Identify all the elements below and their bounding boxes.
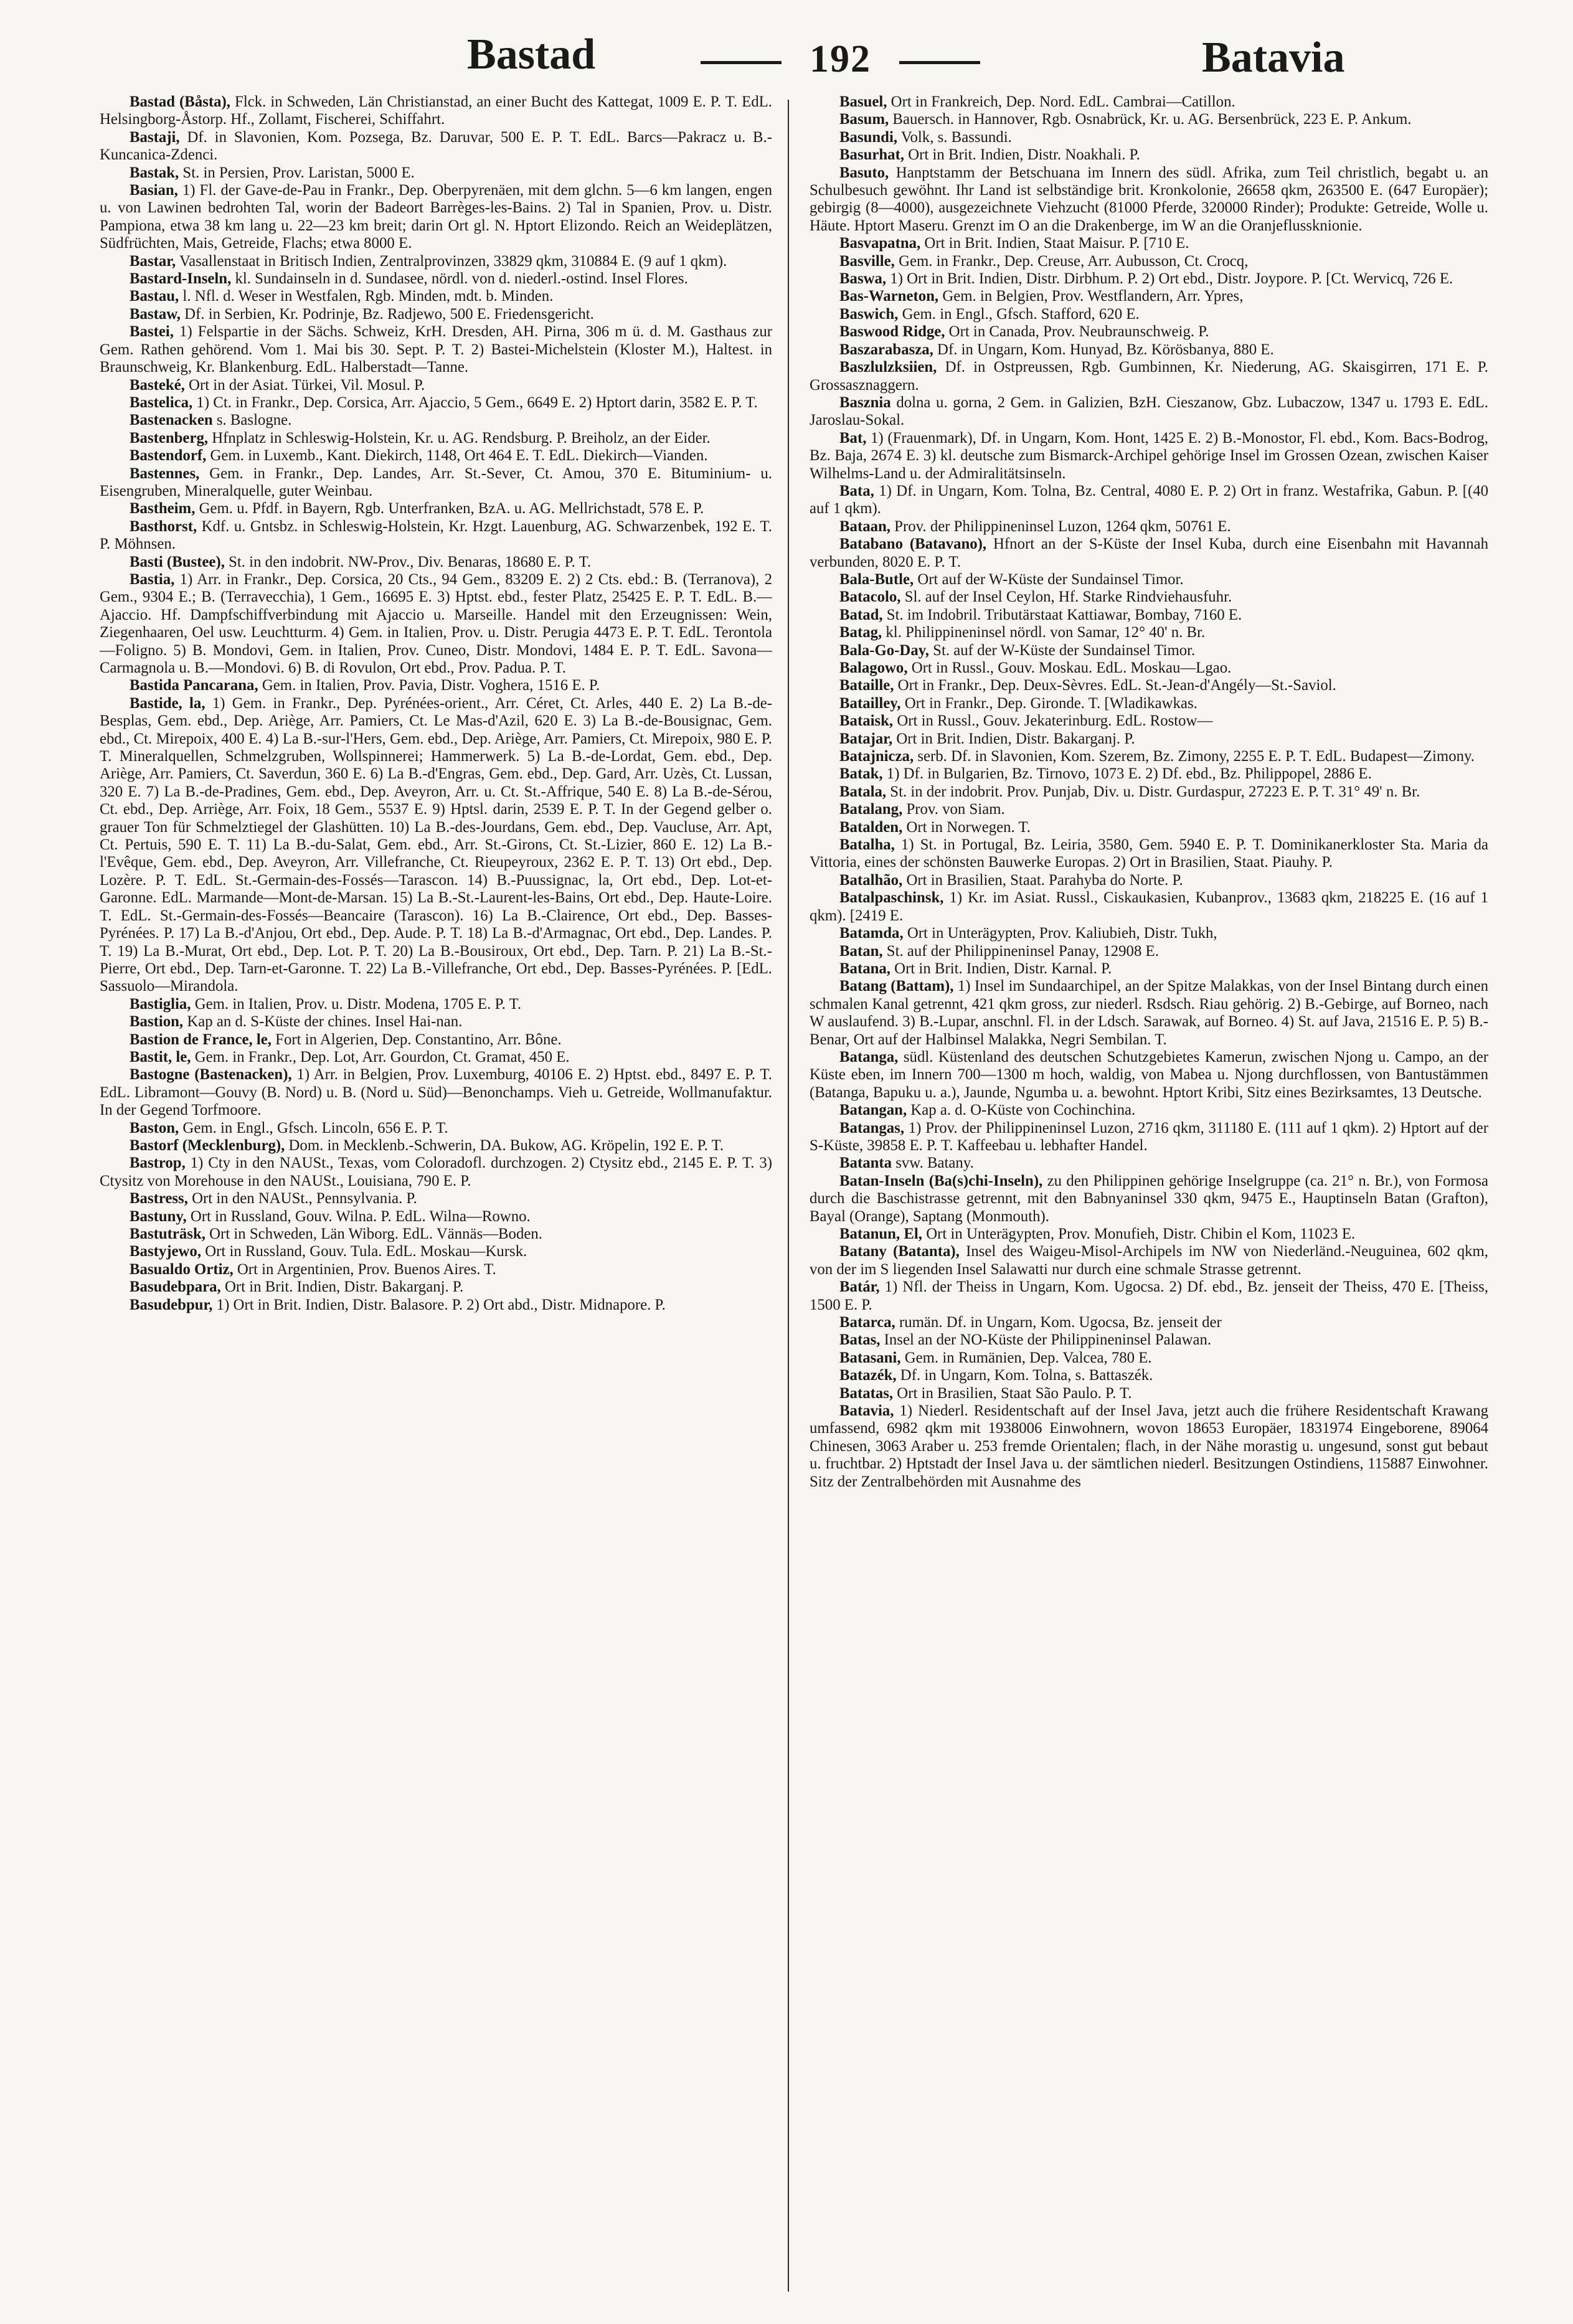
entry-text: Gem. in Frankr., Dep. Landes, Arr. St.-Sever, Ct. Amou, 370 E. Bituminium- u. Eisengruben, Mineralquelle, guter Weinbau. (100, 465, 772, 499)
dictionary-entry (810, 642, 1488, 659)
entry-headword: Batarca, (839, 1314, 895, 1331)
left-column (100, 93, 772, 2298)
entry-text: 1) Niederl. Residentschaft auf der Insel Java, jetzt auch die frühere Residentschaft Krawang umfassend, 6982 qkm mit 1938006 Einwohnern, wovon 18653 Europäer, 1831974 Eingeborene, 89064 Chinesen, 3063 Araber u. 253 fremde Orientalen; flach, in der Nähe morastig u. ungesund, sonst gut bebaut u. fruchtbar. 2) Hptstadt der Insel Java u. der sämtlichen niederl. Besitzungen Ostindiens, 115887 Einwohner. Sitz der Zentralbehörden mit Ausnahme des (810, 1402, 1488, 1490)
dictionary-entry (100, 518, 772, 554)
dictionary-entry (810, 659, 1488, 677)
entry-text: Gem. in Italien, Prov. u. Distr. Modena, 1705 E. P. T. (191, 995, 522, 1013)
entry-text: 1) Arr. in Belgien, Prov. Luxemburg, 40106 E. 2) Hptst. ebd., 8497 E. P. T. EdL. Libramont—Gouvy (B. Nord) u. B. (Nord u. Süd)—Benonchamps. Vieh u. Getreide, Wollmanufaktur. In der Gegend Torfmoore. (100, 1066, 772, 1119)
entry-headword: Batang (Battam), (839, 978, 954, 995)
entry-headword: Bastau, (130, 288, 179, 305)
entry-headword: Batabano (Batavano), (839, 536, 987, 553)
dictionary-entry (100, 323, 772, 376)
entry-headword: Bastenberg, (130, 429, 209, 446)
entry-headword: Bat, (839, 429, 867, 446)
entry-text: St. in der indobrit. Prov. Punjab, Div. u. Distr. Gurdaspur, 27223 E. P. T. 31° 49' n. Br. (886, 783, 1420, 800)
dictionary-entry (100, 1297, 772, 1314)
dictionary-entry (810, 836, 1488, 872)
entry-text: Ort in Brit. Indien, Distr. Bakarganj. P. (892, 730, 1135, 747)
entry-headword: Batan-Inseln (Ba(s)chi-Inseln), (839, 1172, 1043, 1189)
dictionary-entry (100, 1226, 772, 1243)
entry-text: Ort in Norwegen. T. (902, 818, 1031, 836)
entry-text: kl. Sundainseln in d. Sundasee, nördl. von d. niederl.-ostind. Insel Flores. (231, 270, 688, 288)
entry-text: Df. in Ungarn, Kom. Hunyad, Bz. Körösbanya, 880 E. (933, 341, 1274, 358)
entry-headword: Basudebpur, (130, 1296, 213, 1313)
entry-headword: Batanga, (839, 1048, 899, 1065)
entry-text: Prov. der Philippineninsel Luzon, 1264 qkm, 50761 E. (890, 517, 1231, 535)
dictionary-entry (100, 430, 772, 447)
right-column (810, 93, 1488, 2298)
entry-text: Ort in Russland, Gouv. Tula. EdL. Moskau—Kursk. (201, 1243, 527, 1260)
entry-headword: Batalpaschinsk, (839, 889, 944, 907)
entry-text: St. auf der Philippineninsel Panay, 12908 E. (882, 942, 1159, 960)
entry-text: Gem. in Italien, Prov. Pavia, Distr. Voghera, 1516 E. P. (258, 677, 600, 694)
dictionary-entry (100, 465, 772, 501)
entry-text: Kdf. u. Gntsbz. in Schleswig-Holstein, Kr. Hzgt. Lauenburg, AG. Schwarzenbek, 192 E. T. P. Möhnsen. (100, 517, 772, 553)
dictionary-entry (100, 288, 772, 305)
entry-headword: Bastard-Inseln, (130, 270, 232, 288)
entry-headword: Bastaw, (130, 305, 181, 323)
entry-text: Ort in Russl., Gouv. Jekaterinburg. EdL. Rostow— (893, 712, 1213, 730)
entry-headword: Batalang, (839, 801, 903, 818)
dictionary-entry (810, 1331, 1488, 1349)
header-left-word: Bastad (467, 31, 596, 78)
dictionary-entry (810, 730, 1488, 748)
entry-text: Ort in Russland, Gouv. Wilna. P. EdL. Wilna—Rowno. (186, 1207, 531, 1225)
entry-text: Prov. von Siam. (902, 801, 1005, 818)
entry-text: St. auf der W-Küste der Sundainsel Timor. (928, 641, 1196, 659)
column-divider (788, 100, 789, 2292)
dictionary-entry (810, 872, 1488, 889)
dictionary-entry (100, 1049, 772, 1066)
dictionary-entry (100, 270, 772, 288)
entry-headword: Batalha, (839, 836, 895, 854)
entry-headword: Bala-Butle, (839, 570, 914, 588)
dictionary-entry (810, 359, 1488, 394)
entry-headword: Bastuträsk, (130, 1226, 205, 1242)
entry-text: rumän. Df. in Ungarn, Kom. Ugocsa, Bz. jenseit der (895, 1314, 1222, 1331)
entry-text: Ort in Unterägypten, Prov. Monufieh, Distr. Chibin el Kom, 11023 E. (922, 1226, 1356, 1242)
entry-headword: Bastrop, (130, 1155, 186, 1172)
entry-headword: Bastheim, (130, 500, 196, 517)
entry-headword: Batamda, (839, 925, 904, 942)
dictionary-entry (810, 1049, 1488, 1102)
dictionary-entry (810, 889, 1488, 925)
dictionary-entry (100, 447, 772, 465)
entry-headword: Batan, (839, 942, 883, 960)
dictionary-entry (810, 288, 1488, 305)
entry-text: Ort in Unterägypten, Prov. Kaliubieh, Distr. Tukh, (903, 925, 1217, 942)
dictionary-entry (100, 164, 772, 182)
entry-text: Gem. in Rumänien, Dep. Valcea, 780 E. (900, 1349, 1152, 1366)
entry-text: s. Baslogne. (212, 412, 292, 429)
dictionary-entry (810, 1349, 1488, 1367)
dictionary-entry (100, 129, 772, 164)
entry-headword: Basti (Bustee), (130, 553, 225, 570)
dictionary-entry (810, 146, 1488, 164)
entry-headword: Bastide, la, (130, 694, 205, 712)
entry-text: St. in den indobrit. NW-Prov., Div. Benaras, 18680 E. P. T. (224, 553, 592, 570)
entry-headword: Bataan, (839, 517, 890, 535)
entry-text: Ort auf der W-Küste der Sundainsel Timor. (914, 570, 1184, 588)
dictionary-entry (810, 943, 1488, 960)
dictionary-entry (810, 1367, 1488, 1384)
entry-headword: Bastyjewo, (130, 1243, 202, 1260)
dictionary-entry (100, 93, 772, 129)
header-right-word: Batavia (1202, 34, 1345, 82)
dictionary-entry (810, 394, 1488, 430)
dictionary-entry (810, 129, 1488, 146)
entry-headword: Bastit, le, (130, 1048, 191, 1065)
entry-text: Hfnort an der S-Küste der Insel Kuba, durch eine Eisenbahn mit Havannah verbunden, 8020 E. P. T. (810, 536, 1488, 570)
dictionary-entry (810, 1385, 1488, 1402)
entry-headword: Basznia (839, 394, 891, 411)
entry-text: 1) Gem. in Frankr., Dep. Pyrénées-orient., Arr. Céret, Ct. Arles, 440 E. 2) La B.-de-Besplas, Gem. ebd., Dep. Ariège, Arr. Pamiers, Ct. Le Mas-d'Azil, 620 E. 3) La B.-de-Bousignac, Gem. ebd., Ct. Mirepoix, 400 E. 4) La B.-sur-l'Hers, Gem. ebd., Dep. Ariège, Arr. Pamiers, Ct. Mirepoix, 980 E. P. T. Mineralquellen, Schmelzgruben, Wollspinnerei; Hammerwerk. 5) La B.-de-Lordat, Gem. ebd., Dep. Ariège, Arr. Pamiers, Ct. Saverdun, 360 E. 6) La B.-d'Engras, Gem. ebd., Dep. Gard, Arr. Uzès, Ct. Lussan, 320 E. 7) La B.-de-Pradines, Gem. ebd., Dep. Aveyron, Arr. u. Ct. St.-Affrique, 540 E. 8) La B.-de-Sérou, Ct. ebd., Dep. Arriège, Arr. Foix, 18 Gem., 5537 E. 9) Hptsl. darin, 2539 E. P. T. In der Gegend gelber o. grauer Ton für Schmelztiegel der Glashütten. 10) La B.-des-Jourdans, Gem. ebd., Dep. Vaucluse, Arr. Apt, Ct. Pertuis, 590 E. T. 11) La B.-du-Salat, Gem. ebd., Arr. St.-Girons, Ct. St.-Lizier, 860 E. 12) La B.-l'Evêque, Gem. ebd., Dep. Aveyron, Arr. Villefranche, Ct. Rieupeyroux, 2362 E. P. T. 13) Ort ebd., Dep. Lozère. P. T. EdL. St.-Germain-des-Fossés—Tarascon. 14) B.-Puussignac, la, Ort ebd., Dep. Lot-et-Garonne. EdL. Marmande—Mont-de-Marsan. 15) La B.-St.-Laurent-les-Bains, Ort ebd., Dep. Haute-Loire. T. EdL. St.-Germain-des-Fossés—Beancaire (Tarascon). 16) La B.-Clairence, Ort ebd., Dep. Basses-Pyrénées. P. 17) La B.-d'Anjou, Ort ebd., Dep. Aude. P. T. 18) La B.-d'Armagnac, Ort ebd., Dep. Landes. P. T. 19) La B.-Murat, Ort ebd., Dep. Lot. P. T. 20) La B.-Bousiroux, Ort ebd., Dep. Tarn. P. 21) La B.-St.-Pierre, Ort ebd., Dep. Tarn-et-Garonne. T. 22) La B.-Villefranche, Ort ebd., Dep. Basses-Pyrénées. P. [EdL. Sassuolo—Mirandola. (100, 694, 772, 995)
dictionary-entry (100, 1278, 772, 1296)
dictionary-entry (810, 712, 1488, 730)
entry-text: zu den Philippinen gehörige Inselgruppe (ca. 21° n. Br.), von Formosa durch die Baschistrasse getrennt, mit den Babnyaninsel 330 qkm, 9475 E., Hauptinseln Batan (Grafton), Bayal (Orange), Saptang (Monmouth). (810, 1172, 1488, 1225)
entry-text: Gem. in Frankr., Dep. Lot, Arr. Gourdon, Ct. Gramat, 450 E. (191, 1048, 570, 1065)
entry-headword: Batalden, (839, 818, 903, 836)
dictionary-entry (810, 518, 1488, 536)
entry-text: 1) Insel im Sundaarchipel, an der Spitze Malakkas, von der Insel Bintang durch einen schmalen Kanal getrennt, 421 qkm gross, zur niederl. Rsdsch. Riau gehörig. 2) B.-Gebirge, auf Borneo, nach W auslaufend. 3) B.-Lupar, anschnl. Fl. in der Ldsch. Sarawak, auf Borneo. 4) St. auf Java, 21516 E. P. 5) B.-Benar, Ort auf der Halbinsel Malakka, Negri Sembilan. T. (810, 978, 1488, 1048)
entry-headword: Bataisk, (839, 712, 894, 730)
entry-text: St. in Persien, Prov. Laristan, 5000 E. (179, 164, 415, 181)
entry-text: serb. Df. in Slavonien, Kom. Szerem, Bz. Zimony, 2255 E. P. T. EdL. Budapest—Zimony. (914, 748, 1475, 765)
entry-text: Ort in Brasilien, Staat São Paulo. P. T. (893, 1384, 1132, 1402)
dictionary-entry (810, 748, 1488, 765)
dictionary-entry (810, 341, 1488, 359)
dictionary-entry (100, 306, 772, 323)
entry-text: Ort in Frankr., Dep. Deux-Sèvres. EdL. St.-Jean-d'Angély—St.-Saviol. (894, 677, 1336, 694)
dictionary-entry (810, 925, 1488, 942)
entry-headword: Baswood Ridge, (839, 323, 945, 341)
entry-headword: Bastaji, (130, 128, 180, 146)
entry-headword: Bastion, (130, 1013, 184, 1031)
entry-headword: Batazék, (839, 1367, 897, 1384)
entry-headword: Basum, (839, 111, 889, 128)
entry-headword: Batajnicza, (839, 748, 914, 765)
dictionary-entry (100, 1031, 772, 1049)
entry-text: Gem. in Luxemb., Kant. Diekirch, 1148, Ort 464 E. T. EdL. Diekirch—Vianden. (206, 447, 708, 465)
entry-text: Hanptstamm der Betschuana im Innern des südl. Afrika, zum Teil christlich, begabt u. an Schulbesuch gewöhnt. Ihr Land ist selbständige brit. Kronkolonie, 26658 qkm, 263500 E. (647 Europäer); gebirgig (8—4000), ausgezeichnete Viehzucht (81000 Pferde, 320000 Rinder); Produkte: Getreide, Wolle u. Häute. Hptort Maseru. Grenzt im O an die Drakenberge, im W an die Oranjeflussknionie. (810, 164, 1488, 234)
entry-text: 1) Nfl. der Theiss in Ungarn, Kom. Ugocsa. 2) Df. ebd., Bz. jenseit der Theiss, 470 E. [Theiss, 1500 E. P. (810, 1278, 1488, 1313)
entry-text: Dom. in Mecklenb.-Schwerin, DA. Bukow, AG. Kröpelin, 192 E. P. T. (285, 1136, 724, 1154)
entry-text: 1) Prov. der Philippineninsel Luzon, 2716 qkm, 311180 E. (111 auf 1 qkm). 2) Hptort auf der S-Küste, 39858 E. P. T. Kaffeebau u. lebhafter Handel. (810, 1119, 1488, 1154)
entry-headword: Bastar, (130, 252, 176, 270)
entry-text: Sl. auf der Insel Ceylon, Hf. Starke Rindviehausfuhr. (900, 588, 1232, 606)
dictionary-entry (100, 412, 772, 429)
entry-text: 1) Ct. in Frankr., Dep. Corsica, Arr. Ajaccio, 5 Gem., 6649 E. 2) Hptort darin, 3582 E. P. T. (192, 394, 758, 411)
dictionary-entry (810, 677, 1488, 694)
page-number: 192 (810, 38, 871, 80)
dictionary-entry (810, 588, 1488, 606)
dictionary-entry (810, 607, 1488, 624)
entry-headword: Basuel, (839, 93, 887, 110)
entry-text: Hfnplatz in Schleswig-Holstein, Kr. u. AG. Rendsburg. P. Breiholz, an der Eider. (208, 429, 711, 446)
dictionary-entry (810, 111, 1488, 128)
dictionary-entry (100, 1120, 772, 1137)
entry-headword: Baszarabasza, (839, 341, 933, 358)
entry-text: Ort in Schweden, Län Wiborg. EdL. Vännäs—Boden. (205, 1226, 542, 1242)
entry-headword: Batad, (839, 606, 883, 623)
entry-headword: Bastion de France, le, (130, 1031, 272, 1048)
entry-text: Ort in den NAUSt., Pennsylvania. P. (187, 1190, 417, 1207)
entry-text: Ort in Brasilien, Staat. Parahyba do Norte. P. (902, 871, 1183, 889)
dictionary-entry (100, 394, 772, 412)
entry-headword: Bastad (Båsta), (130, 93, 231, 110)
entry-headword: Balagowo, (839, 659, 908, 676)
entry-headword: Basurhat, (839, 146, 905, 164)
entry-headword: Bala-Go-Day, (839, 641, 929, 659)
entry-text: Fort in Algerien, Dep. Constantino, Arr. Bône. (271, 1031, 562, 1048)
entry-text: Gem. in Engl., Gfsch. Lincoln, 656 E. P. T. (179, 1119, 448, 1136)
entry-headword: Bastei, (130, 323, 174, 341)
dictionary-entry (100, 500, 772, 517)
entry-headword: Bastogne (Bastenacken), (130, 1066, 292, 1084)
entry-text: Gem. in Frankr., Dep. Creuse, Arr. Aubusson, Ct. Crocq, (894, 252, 1249, 270)
entry-headword: Baswa, (839, 270, 887, 288)
dictionary-entry (810, 978, 1488, 1049)
entry-text: svw. Batany. (892, 1155, 974, 1172)
entry-headword: Batalhão, (839, 871, 903, 889)
dictionary-entry (810, 695, 1488, 712)
dictionary-entry (100, 571, 772, 677)
dictionary-entry (100, 1208, 772, 1226)
dictionary-entry (810, 1102, 1488, 1119)
entry-headword: Batag, (839, 624, 882, 641)
dictionary-entry (810, 624, 1488, 641)
entry-headword: Basuto, (839, 164, 889, 181)
entry-headword: Batanta (839, 1155, 892, 1172)
entry-headword: Bastelica, (130, 394, 193, 411)
entry-text: Ort in Frankreich, Dep. Nord. EdL. Cambrai—Catillon. (887, 93, 1235, 110)
entry-text: Insel des Waigeu-Misol-Archipels im NW von Niederländ.-Neuguinea, 602 qkm, von der im S liegenden Insel Salawatti nur durch eine schmale Strasse getrennt. (810, 1243, 1488, 1278)
dictionary-entry (810, 1155, 1488, 1172)
entry-headword: Batatas, (839, 1384, 894, 1402)
entry-text: 1) Df. in Bulgarien, Bz. Tirnovo, 1073 E. 2) Df. ebd., Bz. Philippopel, 2886 E. (882, 765, 1372, 783)
entry-text: 1) Felspartie in der Sächs. Schweiz, KrH. Dresden, AH. Pirna, 306 m ü. d. M. Gasthaus zur Gem. Rathen gehörend. Vom 1. Mai bis 30. Sept. P. T. 2) Bastei-Michelstein (Kloster M.), Haltest. in Braunschweig, Kr. Blankenburg. EdL. Halberstadt—Tanne. (100, 323, 772, 376)
dictionary-entry (810, 270, 1488, 288)
entry-headword: Bastak, (130, 164, 179, 181)
entry-text: Gem. u. Pfdf. in Bayern, Rgb. Unterfranken, BzA. u. AG. Mellrichstadt, 578 E. P. (195, 500, 704, 517)
entry-headword: Bastuny, (130, 1207, 187, 1225)
entry-headword: Bastorf (Mecklenburg), (130, 1136, 285, 1154)
entry-text: 1) Df. in Ungarn, Kom. Tolna, Bz. Central, 4080 E. P. 2) Ort in franz. Westafrika, Gabun. P. [(40 auf 1 qkm). (810, 482, 1488, 517)
entry-headword: Basundi, (839, 128, 898, 146)
dictionary-entry (100, 1066, 772, 1119)
dictionary-entry (810, 164, 1488, 235)
dictionary-entry (810, 819, 1488, 836)
entry-text: Volk, s. Bassundi. (897, 128, 1012, 146)
entry-text: Df. in Serbien, Kr. Podrinje, Bz. Radjewo, 500 E. Friedensgericht. (180, 305, 594, 323)
dictionary-entry (810, 483, 1488, 518)
entry-text: Insel an der NO-Küste der Philippineninsel Palawan. (880, 1331, 1212, 1349)
dictionary-entry (100, 554, 772, 571)
entry-text: kl. Philippineninsel nördl. von Samar, 12° 40' n. Br. (882, 624, 1206, 641)
entry-text: Ort in Brit. Indien, Distr. Noakhali. P. (904, 146, 1140, 164)
entry-headword: Bataille, (839, 677, 894, 694)
running-head (93, 24, 1480, 92)
entry-headword: Bastress, (130, 1190, 188, 1207)
dictionary-entry (810, 571, 1488, 588)
dictionary-entry (100, 996, 772, 1013)
entry-headword: Batala, (839, 783, 887, 800)
dictionary-entry (100, 695, 772, 996)
dictionary-entry (100, 253, 772, 270)
dictionary-entry (100, 1013, 772, 1031)
dictionary-entry (810, 1120, 1488, 1155)
entry-text: Ort in Brit. Indien, Staat Maisur. P. [710 E. (920, 235, 1189, 252)
entry-text: l. Nfl. d. Weser in Westfalen, Rgb. Minden, mdt. b. Minden. (179, 288, 554, 305)
dictionary-entry (810, 1278, 1488, 1314)
entry-text: Bauersch. in Hannover, Rgb. Osnabrück, Kr. u. AG. Bersenbrück, 223 E. P. Ankum. (889, 111, 1412, 128)
dictionary-entry (810, 323, 1488, 341)
dictionary-entry (810, 960, 1488, 978)
entry-text: 1) Cty in den NAUSt., Texas, vom Coloradofl. durchzogen. 2) Ctysitz ebd., 2145 E. P. T. 3) Ctysitz von Morehouse in den NAUSt., Louisiana, 790 E. P. (100, 1155, 772, 1189)
entry-headword: Batangas, (839, 1119, 905, 1136)
entry-headword: Bastia, (130, 570, 175, 588)
dictionary-entry (810, 801, 1488, 818)
dictionary-entry (810, 1173, 1488, 1226)
dictionary-entry (810, 765, 1488, 783)
dictionary-entry (810, 253, 1488, 270)
entry-headword: Bata, (839, 482, 874, 499)
entry-headword: Baswich, (839, 305, 899, 323)
entry-headword: Bastennes, (130, 465, 200, 482)
dictionary-entry (100, 182, 772, 253)
entry-text: 1) Kr. im Asiat. Russl., Ciskaukasien, Kubanprov., 13683 qkm, 218225 E. (16 auf 1 qkm). [2419 E. (810, 889, 1488, 924)
entry-headword: Bastida Pancarana, (130, 677, 258, 694)
entry-text: Kap an d. S-Küste der chines. Insel Hai-nan. (183, 1013, 463, 1031)
entry-text: 1) Fl. der Gave-de-Pau in Frankr., Dep. Oberpyrenäen, mit dem glchn. 5—6 km langen, engen u. von Lawinen bedrohten Tal, worin der Badeort Barrèges-les-Bains. 2) Tal in Spanien, Prov. u. Distr. Pampiona, etwa 38 km lang u. 22—23 km breit; darin Ort gl. N. Hptort Elizondo. Reich an Weideplätzen, Südfrüchten, Mais, Getreide, Flachs; etwa 8000 E. (100, 182, 772, 252)
entry-text: Ort in Brit. Indien, Distr. Karnal. P. (890, 960, 1112, 977)
dictionary-entry (100, 1243, 772, 1260)
entry-text: Ort in Canada, Prov. Neubraunschweig. P. (945, 323, 1209, 341)
entry-headword: Basville, (839, 252, 895, 270)
entry-headword: Basian, (130, 182, 178, 199)
entry-text: 1) Ort in Brit. Indien, Distr. Dirbhum. P. 2) Ort ebd., Distr. Joypore. P. [Ct. Wervicq, 726 E. (886, 270, 1453, 288)
entry-headword: Batailley, (839, 694, 901, 712)
entry-text: St. im Indobril. Tributärstaat Kattiawar, Bombay, 7160 E. (882, 606, 1242, 623)
entry-text: Kap a. d. O-Küste von Cochinchina. (907, 1102, 1136, 1119)
entry-headword: Basvapatna, (839, 235, 921, 252)
dictionary-entry (100, 1137, 772, 1155)
dictionary-entry (100, 1261, 772, 1278)
entry-headword: Batany (Batanta), (839, 1243, 960, 1260)
entry-text: Ort in Russl., Gouv. Moskau. EdL. Moskau—Lgao. (907, 659, 1232, 676)
entry-text: 1) St. in Portugal, Bz. Leiria, 3580, Gem. 5940 E. P. T. Dominikanerkloster Sta. Maria da Vittoria, eines der schönsten Bauwerke Europas. 2) Ort in Brasilien, Staat. Piauhy. P. (810, 836, 1488, 871)
entry-headword: Bas-Warneton, (839, 288, 939, 305)
dictionary-entry (810, 536, 1488, 571)
entry-text: Ort in Frankr., Dep. Gironde. T. [Wladikawkas. (900, 694, 1197, 712)
entry-text: Ort in Brit. Indien, Distr. Bakarganj. P. (220, 1278, 464, 1296)
dictionary-entry (100, 1155, 772, 1190)
entry-headword: Baston, (130, 1119, 179, 1136)
entry-headword: Batangan, (839, 1102, 907, 1119)
dictionary-entry (810, 306, 1488, 323)
entry-text: 1) Ort in Brit. Indien, Distr. Balasore. P. 2) Ort abd., Distr. Midnapore. P. (212, 1296, 666, 1313)
dictionary-entry (810, 1226, 1488, 1243)
entry-headword: Batavia, (839, 1402, 894, 1420)
entry-text: Ort in der Asiat. Türkei, Vil. Mosul. P. (184, 376, 425, 394)
dictionary-entry (810, 1243, 1488, 1278)
entry-text: 1) (Frauenmark), Df. in Ungarn, Kom. Hont, 1425 E. 2) B.-Monostor, Fl. ebd., Kom. Bacs-Bodrog, Bz. Baja, 2674 E. 3) kl. deutsche zum Bismarck-Archipel gehörige Insel im Grossen Ozean, zwischen Kaiser Wilhelms-Land u. der Admiralitätsinseln. (810, 429, 1488, 482)
dictionary-entry (100, 1190, 772, 1207)
entry-text: Vasallenstaat in Britisch Indien, Zentralprovinzen, 33829 qkm, 310884 E. (9 auf 1 qkm). (176, 252, 727, 270)
dictionary-entry (810, 93, 1488, 111)
entry-text: Df. in Slavonien, Kom. Pozsega, Bz. Daruvar, 500 E. P. T. EdL. Barcs—Pakracz u. B.-Kuncanica-Zdenci. (100, 128, 772, 164)
entry-text: 1) Arr. in Frankr., Dep. Corsica, 20 Cts., 94 Gem., 83209 E. 2) 2 Cts. ebd.: B. (Terranova), 2 Gem., 9304 E.; B. (Terravecchia), 1 Gem., 16695 E. 3) Hptst. ebd., fester Platz, 25425 E. P. T. EdL. B.—Ajaccio. Hf. Dampfschiffverbindung mit Ajaccio u. Marseille. Handel mit den Erzeugnissen: Wein, Ziegenhaaren, Oel usw. Leuchtturm. 4) Gem. in Italien, Prov. u. Distr. Perugia 4473 E. P. T. EdL. Terontola—Foligno. 5) B. Mondovi, Gem. in Italien, Prov. Cuneo, Distr. Mondovi, 1484 E. P. T. EdL. Savona—Carmagnola u. B.—Mondovi. 6) B. di Rovulon, Ort ebd., Prov. Padua. P. T. (100, 570, 772, 676)
dictionary-entry (810, 1402, 1488, 1491)
entry-text: Df. in Ostpreussen, Rgb. Gumbinnen, Kr. Niederung, AG. Skaisgirren, 171 E. P. Grossasznaggern. (810, 359, 1488, 394)
entry-text: dolna u. gorna, 2 Gem. in Galizien, BzH. Cieszanow, Gbz. Lubaczow, 1347 u. 1793 E. EdL. Jaroslau-Sokal. (810, 394, 1488, 429)
entry-headword: Basudebpara, (130, 1278, 221, 1296)
dictionary-entry (810, 430, 1488, 483)
entry-headword: Basualdo Ortiz, (130, 1260, 234, 1278)
entry-headword: Batár, (839, 1278, 880, 1296)
entry-headword: Bastenacken (130, 412, 213, 429)
entry-text: Df. in Ungarn, Kom. Tolna, s. Battaszék. (896, 1367, 1153, 1384)
entry-headword: Batak, (839, 765, 883, 783)
dictionary-entry (100, 677, 772, 694)
entry-headword: Batas, (839, 1331, 881, 1349)
entry-text: Gem. in Engl., Gfsch. Stafford, 620 E. (898, 305, 1140, 323)
entry-text: Gem. in Belgien, Prov. Westflandern, Arr. Ypres, (938, 288, 1244, 305)
entry-text: Flck. in Schweden, Län Christianstad, an einer Bucht des Kattegat, 1009 E. P. T. EdL. Helsingborg-Åstorp. Hf., Zollamt, Fischerei, Schiffahrt. (100, 93, 772, 128)
dictionary-entry (810, 235, 1488, 252)
entry-text: südl. Küstenland des deutschen Schutzgebietes Kamerun, zwischen Njong u. Campo, an der Küste eben, im Innern 700—1300 m hoch, waldig, von Mabea u. Njong durchflossen, von Bantustämmen (Batanga, Bapuku u. a.), Jaunde, Ngumba u. a. bewohnt. Hptort Kribi, Sitz eines Bezirksamtes, 13 Deutsche. (810, 1048, 1488, 1101)
dictionary-entry (810, 1314, 1488, 1331)
entry-headword: Basteké, (130, 376, 185, 394)
entry-headword: Basthorst, (130, 517, 197, 535)
entry-headword: Batanun, El, (839, 1226, 922, 1242)
entry-headword: Batana, (839, 960, 890, 977)
entry-headword: Bastiglia, (130, 995, 191, 1013)
entry-headword: Batasani, (839, 1349, 901, 1366)
entry-headword: Batajar, (839, 730, 893, 747)
dictionary-entry (810, 783, 1488, 801)
entry-headword: Bastendorf, (130, 447, 207, 465)
entry-headword: Baszlulzksiien, (839, 359, 937, 376)
entry-headword: Batacolo, (839, 588, 901, 606)
dictionary-entry (100, 377, 772, 394)
entry-text: Ort in Argentinien, Prov. Buenos Aires. T. (233, 1260, 496, 1278)
